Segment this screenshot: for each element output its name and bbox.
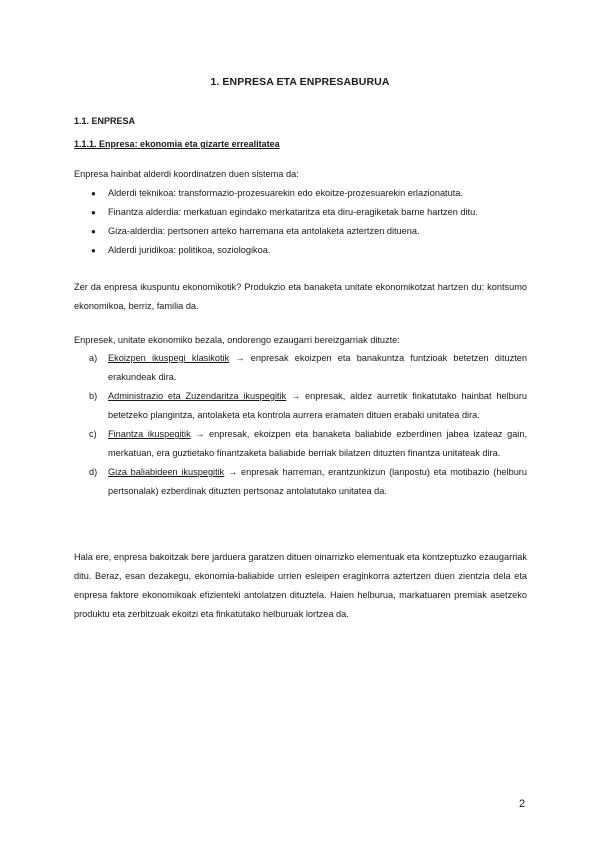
list-item-text: Alderdi teknikoa: transformazio-prozesuarekin edo ekoitze-prozesuarekin erlazionatuta. — [108, 188, 463, 198]
section-heading: 1.1. ENPRESA — [74, 116, 136, 126]
conclusion-paragraph: Hala ere, enpresa bakoitzak bere jarduera garatzen dituen oinarrizko elementuak eta kontzeptuzko ezaugarriak ditu. Beraz, esan dezakegu, ekonomia-baliabide urrien esleipen eraginkorra aztertzen duen zientzia dela eta enpresa faktore ekonomikoak efizienteki antolatzen dituztela. Haien helburua, markatuaren premiak asetzeko produktu eta zerbitzuak ekoitzi eta finkatutako helburuak lortzea da. — [74, 552, 527, 619]
bullet-icon: ● — [91, 208, 96, 217]
list-item — [74, 349, 527, 387]
item-label: Finantza ikuspegitik — [108, 429, 191, 439]
list-item — [74, 241, 527, 260]
page-number: 2 — [519, 798, 526, 810]
list-item-text: Finantza alderdia: merkatuan egindako merkataritza eta diru-eragiketak barne hartzen ditu. — [108, 207, 478, 217]
arrow-icon: → — [235, 353, 245, 363]
list-item — [74, 425, 527, 463]
list-item — [74, 463, 527, 501]
subsection-number: 1.1.1. — [74, 139, 97, 149]
list-item — [74, 387, 527, 425]
arrow-icon: → — [291, 391, 301, 401]
item-label: Administrazio eta Zuzendaritza ikuspegitik — [108, 391, 287, 401]
item-label: Giza baliabideen ikuspegitik — [108, 467, 225, 477]
characteristics-list — [74, 349, 527, 501]
characteristics-intro-paragraph: Enpresek, unitate ekonomiko bezala, ondorengo ezaugarri bereizgarriak dituzte: — [74, 335, 400, 345]
arrow-icon: → — [228, 467, 238, 477]
list-item-text: Alderdi juridikoa: politikoa, soziologikoa. — [108, 245, 271, 255]
item-text: enpresak, aldez aurretik finkatutako hainbat helburu betetzeko plangintza, antolaketa eta kontrola aurrera eramaten dituen erabaki unitatea dira. — [108, 391, 527, 420]
subsection-heading — [74, 139, 280, 149]
list-item — [74, 203, 527, 222]
aspect-list — [74, 184, 527, 260]
list-marker: a) — [89, 353, 98, 363]
subsection-text: Enpresa: ekonomia eta gizarte errealitatea — [99, 139, 280, 149]
page-title: 1. ENPRESA ETA ENPRESABURUA — [210, 76, 390, 88]
bullet-icon: ● — [91, 227, 96, 236]
list-marker: b) — [89, 391, 98, 401]
item-text: enpresak, ekoizpen eta banaketa baliabide ezberdinen jabea izateaz gain, merkatuan, era guztietako finantzaketa baliabide berriak bilatzen dituzten finantza unitateak dira. — [108, 429, 528, 458]
list-item — [74, 184, 527, 203]
list-marker: d) — [89, 467, 98, 477]
item-label: Ekoizpen ikuspegi klasikotik — [108, 353, 230, 363]
bullet-icon: ● — [91, 189, 96, 198]
economic-definition-paragraph: Zer da enpresa ikuspuntu ekonomikotik? Produkzio eta banaketa unitate ekonomikotzat hartzen du: kontsumo ekonomikoa, berriz, familia da. — [74, 282, 527, 311]
item-text: enpresak harreman, erantzunkizun (lanpostu) eta motibazio (helburu pertsonalak) ezberdinak dituzten pertsonaz antolatutako unitatea da. — [108, 467, 527, 496]
arrow-icon: → — [195, 429, 205, 439]
intro-paragraph: Enpresa hainbat alderdi koordinatzen duen sistema da: — [74, 169, 299, 179]
list-item-text: Giza-alderdia: pertsonen arteko harremana eta antolaketa aztertzen dituena. — [108, 226, 420, 236]
item-text: enpresak ekoizpen eta banakuntza funtzioak betetzen dituzten erakundeak dira. — [108, 353, 527, 382]
list-marker: c) — [89, 429, 97, 439]
bullet-icon: ● — [91, 246, 96, 255]
list-item — [74, 222, 527, 241]
